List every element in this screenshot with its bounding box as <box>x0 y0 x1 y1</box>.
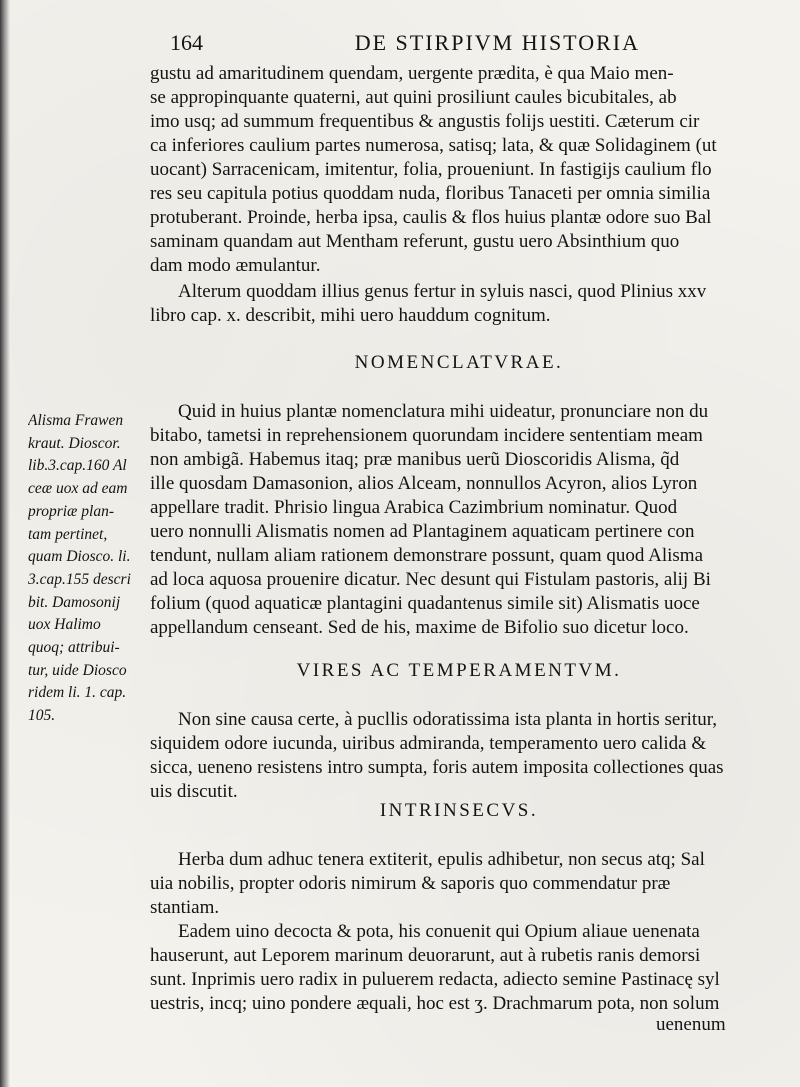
text-line: sicca, ueneno resistens intro sumpta, foris autem imposita collectiones quas <box>150 757 724 778</box>
text-line: appellandum censeant. Sed de his, maxime de Bifolio suo dicetur loco. <box>150 617 689 638</box>
heading-nomenclature: NOMENCLATVRAE. <box>354 352 564 373</box>
page-number: 164 <box>170 30 203 55</box>
text-line: Quid in huius plantæ nomenclatura mihi uideatur, pronunciare non du <box>178 401 709 422</box>
text-line: non ambigã. Habemus itaq; præ manibus uerũ Dioscoridis Alisma, q̃d <box>150 449 680 470</box>
text-line: tendunt, nullam aliam rationem demonstrare possunt, quam quod Alisma <box>150 545 704 566</box>
text-line: saminam quandam aut Mentham referunt, gustu uero Absinthium quo <box>150 231 680 252</box>
second-species-paragraph <box>150 280 768 328</box>
text-line: ca inferiores caulium partes numerosa, satisq; lata, & quæ Solidaginem (ut <box>150 135 717 156</box>
margin-line: ceæ uox ad eam <box>28 480 128 498</box>
text-line: uocant) Sarracenicam, imitentur, folia, proueniunt. In fastigijs caulium flo <box>150 159 712 180</box>
margin-line: quam Diosco. li. <box>28 548 131 566</box>
text-line: dam modo æmulantur. <box>150 255 321 276</box>
margin-line: quoq; attribui- <box>28 639 120 657</box>
text-line: protuberant. Proinde, herba ipsa, caulis & flos huius plantæ odore suo Bal <box>150 207 712 228</box>
text-line: libro cap. x. describit, mihi uero hauddum cognitum. <box>150 305 551 326</box>
margin-line: 3.cap.155 descri <box>28 570 131 588</box>
text-line: hauserunt, aut Leporem marinum deuorarunt, aut à rubetis ranis demorsi <box>150 945 701 966</box>
margin-line: tur, uide Diosco <box>28 661 127 679</box>
text-line: se appropinquante quaterni, aut quini prosiliunt caules bicubitales, ab <box>150 87 677 108</box>
page-spine-shadow <box>0 0 10 1087</box>
margin-line: propriæ plan- <box>28 502 114 520</box>
running-head <box>170 30 640 56</box>
text-line: res seu capitula potius quoddam nuda, floribus Tanaceti per omnia similia <box>150 183 711 204</box>
marginal-note <box>28 410 148 728</box>
remedy-paragraph <box>150 920 768 1016</box>
catchword: uenenum <box>656 1014 726 1035</box>
text-line: uestris, incq; uino pondere æquali, hoc est ʒ. Drachmarum pota, non solum <box>150 993 720 1014</box>
text-line: uero nonnulli Alismatis nomen ad Plantaginem aquaticam pertinere con <box>150 521 695 542</box>
text-line: siquidem odore iucunda, uiribus admiranda, temperamento uero calida & <box>150 733 707 754</box>
margin-line: ridem li. 1. cap. <box>28 684 127 702</box>
text-line: uis discutit. <box>150 781 238 802</box>
heading-intrinsecus: INTRINSECVS. <box>379 800 539 821</box>
description-paragraph <box>150 62 768 278</box>
margin-line: 105. <box>28 707 56 725</box>
margin-line: kraut. Dioscor. <box>28 434 121 452</box>
text-line: bitabo, tametsi in reprehensionem quorundam incidere sententiam meam <box>150 425 703 446</box>
text-line: folium (quod aquaticæ plantagini quadantenus simile sit) Alismatis uoce <box>150 593 700 614</box>
text-line: ad loca aquosa prouenire dicatur. Nec desunt qui Fistulam pastoris, alij Bi <box>150 569 711 590</box>
text-line: Alterum quoddam illius genus fertur in syluis nasci, quod Plinius xxv <box>178 281 707 302</box>
text-line: gustu ad amaritudinem quendam, uergente prædita, è qua Maio men- <box>150 63 674 84</box>
text-line: uia nobilis, propter odoris nimirum & saporis quo commendatur præ <box>150 873 671 894</box>
text-line: Non sine causa certe, à pucllis odoratissima ista planta in hortis seritur, <box>178 709 718 730</box>
margin-line: bit. Damosonij <box>28 593 121 611</box>
margin-line: tam pertinet, <box>28 525 108 543</box>
text-line: ille quosdam Damasonion, alios Alceam, nonnullos Acyron, alios Lyron <box>150 473 698 494</box>
text-line: appellare tradit. Phrisio lingua Arabica Cazimbrium nominatur. Quod <box>150 497 678 518</box>
text-line: Herba dum adhuc tenera extiterit, epulis adhibetur, non secus atq; Sal <box>178 849 705 870</box>
text-line: Eadem uino decocta & pota, his conuenit qui Opium aliaue uenenata <box>178 921 700 942</box>
nomenclature-paragraph <box>150 400 768 640</box>
text-line: imo usq; ad summum frequentibus & angustis folijs uestiti. Cæterum cir <box>150 111 700 132</box>
text-line: stantiam. <box>150 897 220 918</box>
vires-paragraph <box>150 708 768 804</box>
intrinsecus-paragraph <box>150 848 768 920</box>
text-line: sunt. Inprimis uero radix in puluerem redacta, adiecto semine Pastinacę syl <box>150 969 720 990</box>
margin-line: Alisma Frawen <box>28 412 124 429</box>
heading-vires: VIRES AC TEMPERAMENTVM. <box>296 660 622 681</box>
margin-line: lib.3.cap.160 Al <box>28 457 127 475</box>
margin-line: uox Halimo <box>28 616 101 634</box>
running-title: DE STIRPIVM HISTORIA <box>354 30 640 55</box>
